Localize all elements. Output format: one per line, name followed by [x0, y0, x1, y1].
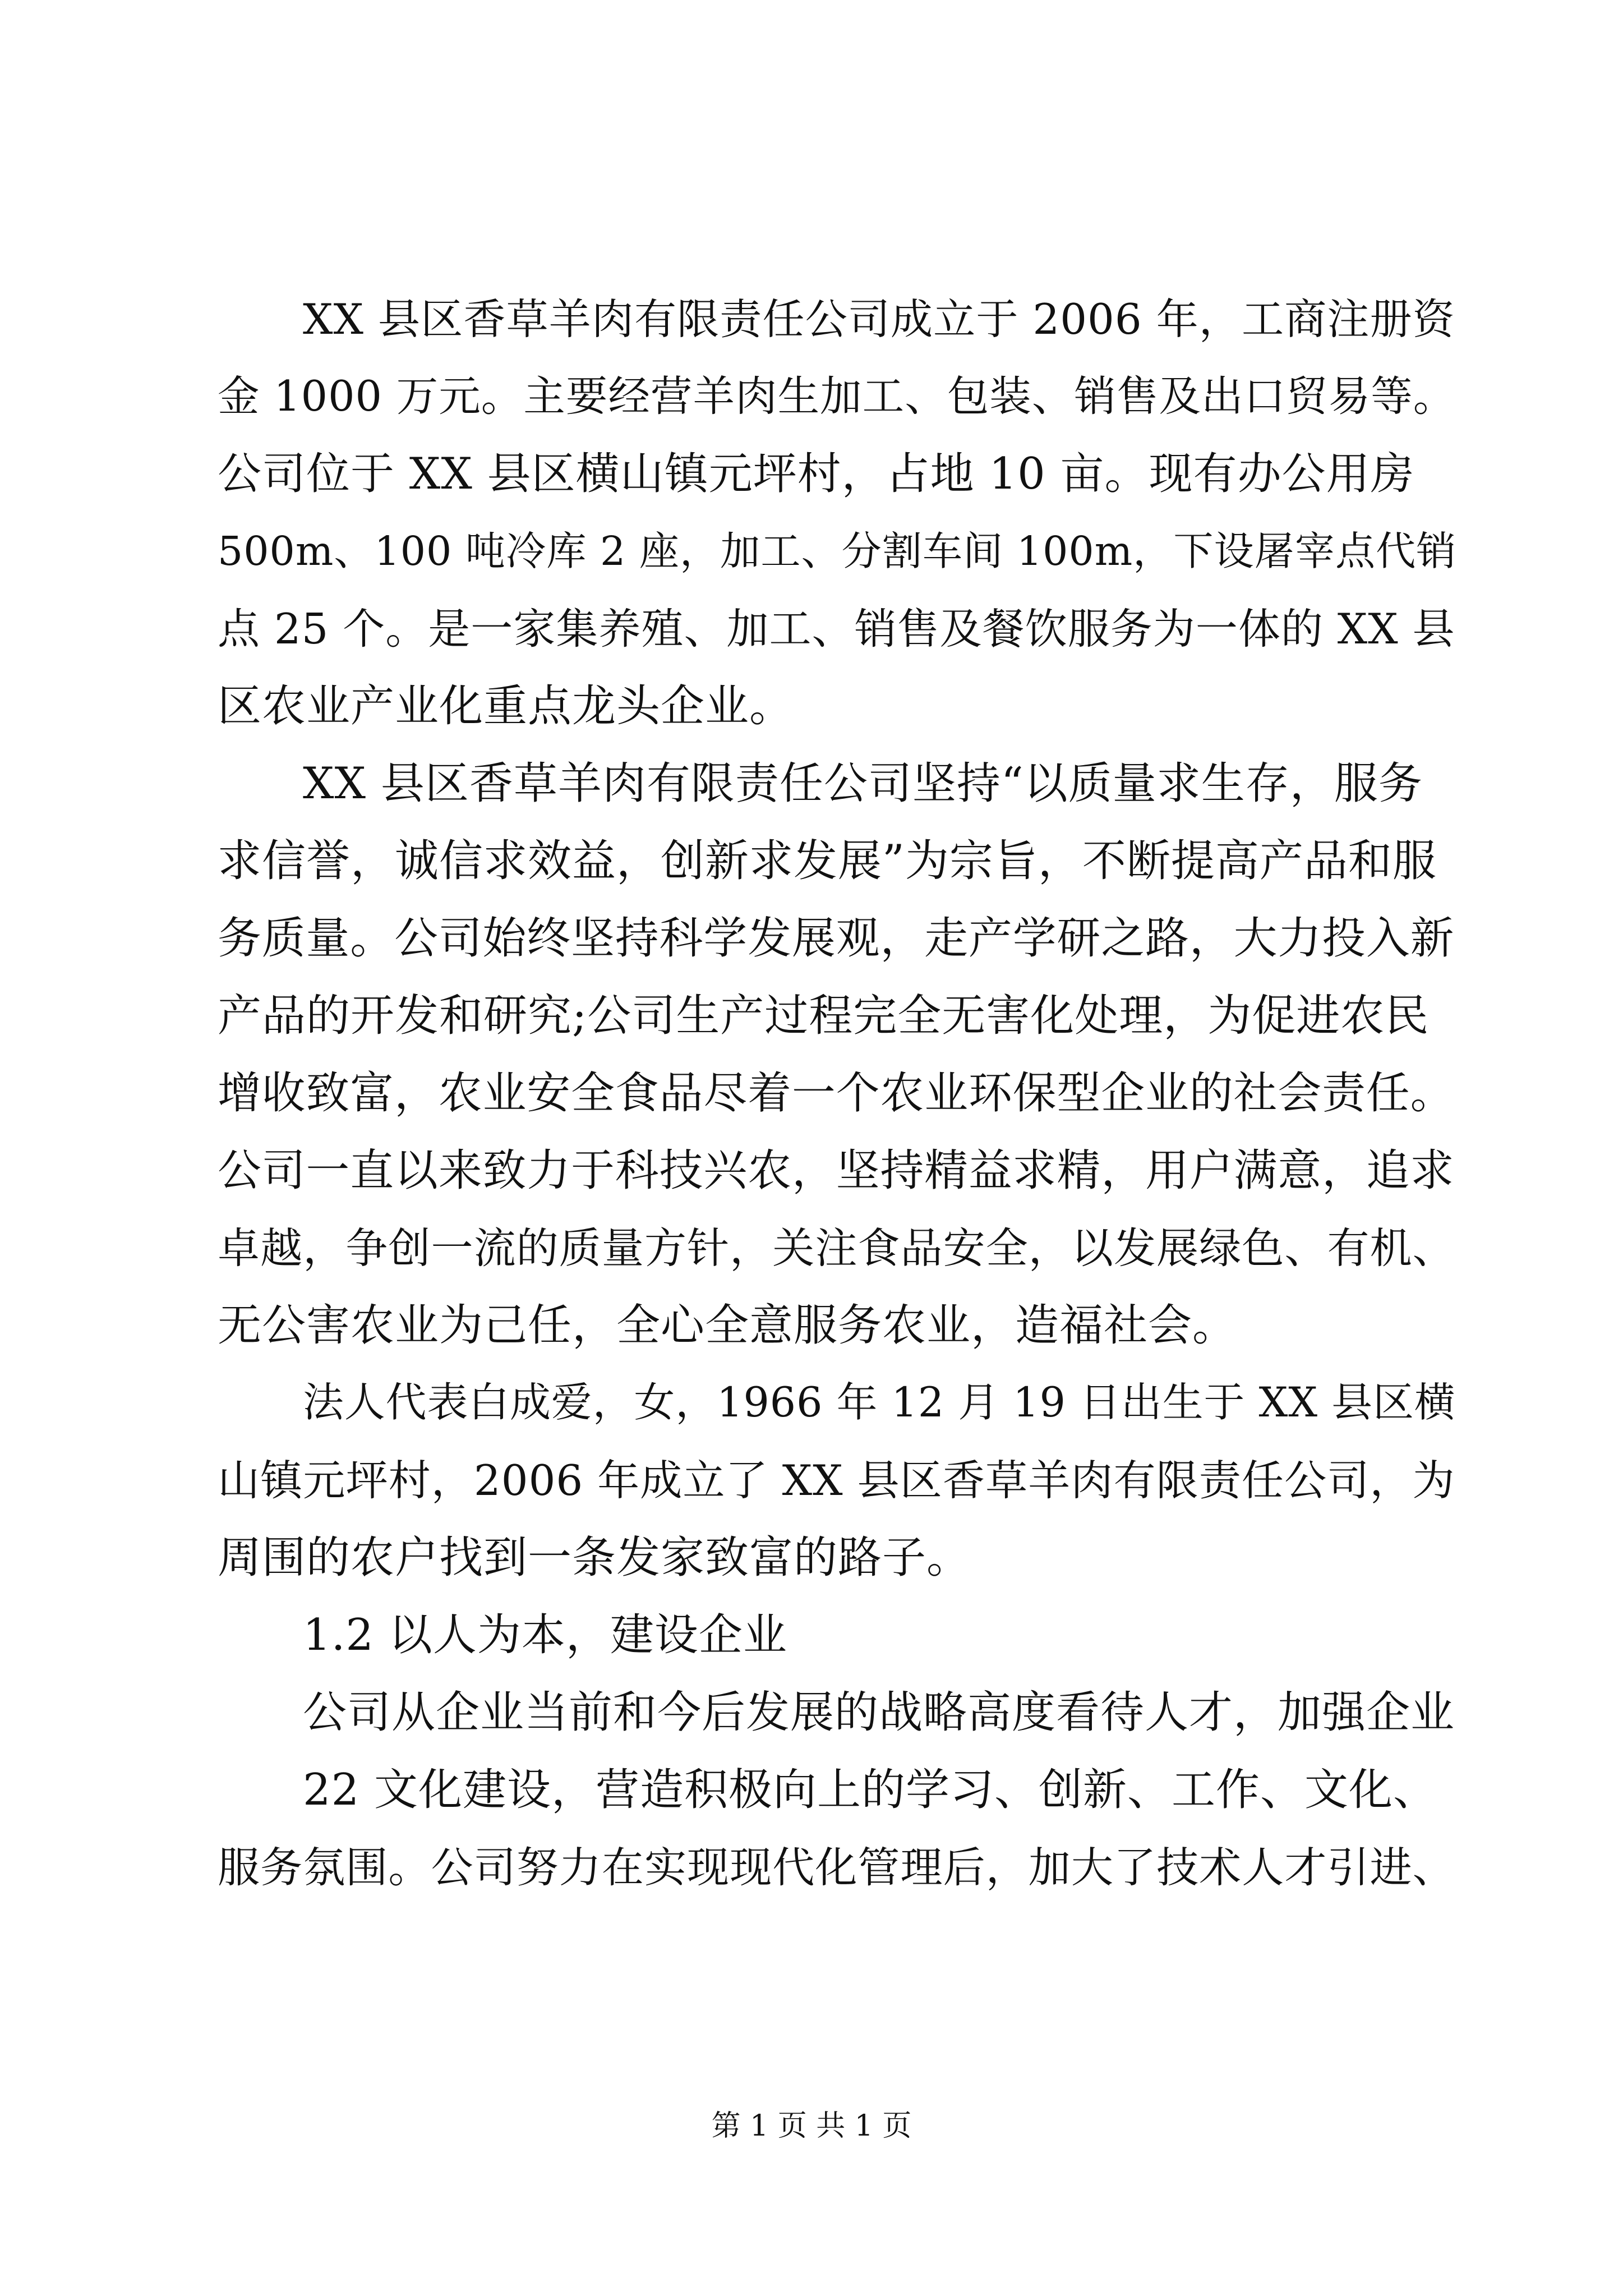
text-line-14: 无公害农业为己任，全心全意服务农业，造福社会。: [218, 1300, 1237, 1351]
page-footer: 第 1 页 共 1 页: [711, 2109, 912, 2143]
text-line-6: 区农业产业化重点龙头企业。: [218, 681, 794, 731]
text-line-3: 公司位于 XX 县区横山镇元坪村，占地 10 亩。现有办公用房: [218, 449, 1415, 499]
text-line-16: 山镇元坪村，2006 年成立了 XX 县区香草羊肉有限责任公司，为: [218, 1456, 1455, 1505]
text-line-11: 增收致富，农业安全食品尽着一个农业环保型企业的社会责任。: [218, 1068, 1455, 1119]
text-line-7: XX 县区香草羊肉有限责任公司坚持“以质量求生存，服务: [303, 758, 1423, 809]
section-heading: 1.2 以人为本，建设企业: [303, 1610, 787, 1660]
text-line-13: 卓越，争创一流的质量方针，关注食品安全，以发展绿色、有机、: [218, 1223, 1455, 1273]
text-line-9: 务质量。公司始终坚持科学发展观，走产学研之路，大力投入新: [218, 913, 1455, 964]
text-line-17: 周围的农户找到一条发家致富的路子。: [218, 1533, 971, 1583]
text-line-21: 服务氛围。公司努力在实现现代化管理后，加大了技术人才引进、: [218, 1843, 1455, 1892]
text-line-15: 法人代表白成爱，女，1966 年 12 月 19 日出生于 XX 县区横: [303, 1379, 1456, 1427]
text-line-2: 金 1000 万元。主要经营羊肉生加工、包装、销售及出口贸易等。: [218, 372, 1456, 421]
text-line-1: XX 县区香草羊肉有限责任公司成立于 2006 年，工商注册资: [303, 295, 1455, 344]
text-line-5: 点 25 个。是一家集养殖、加工、销售及餐饮服务为一体的 XX 县: [218, 604, 1455, 654]
text-line-10: 产品的开发和研究;公司生产过程完全无害化处理，为促进农民: [218, 991, 1430, 1041]
text-line-8: 求信誉，诚信求效益，创新求发展”为宗旨，不断提高产品和服: [218, 836, 1437, 886]
text-line-12: 公司一直以来致力于科技兴农，坚持精益求精，用户满意，追求: [218, 1145, 1455, 1196]
text-line-4: 500m、100 吨冷库 2 座，加工、分割车间 100m，下设屠宰点代销: [218, 528, 1457, 574]
text-line-19: 公司从企业当前和今后发展的战略高度看待人才，加强企业: [303, 1687, 1455, 1738]
text-line-20: 22 文化建设，营造积极向上的学习、创新、工作、文化、: [303, 1765, 1438, 1815]
